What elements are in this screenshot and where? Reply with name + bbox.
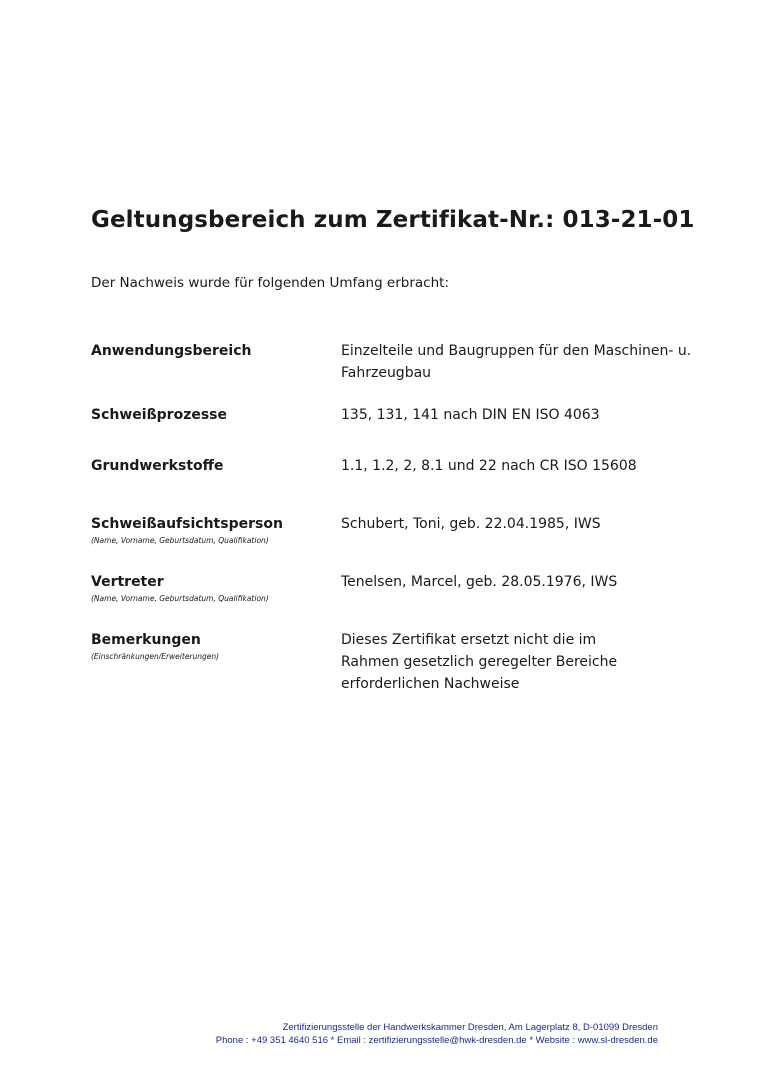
row-value-line: 1.1, 1.2, 2, 8.1 und 22 nach CR ISO 15608: [341, 458, 637, 474]
row-label: Bemerkungen: [91, 632, 201, 648]
row-value: [341, 455, 721, 477]
row-sublabel: (Name, Vorname, Geburtsdatum, Qualifikation): [91, 536, 269, 545]
row-value: [341, 340, 721, 384]
footer-contact: [216, 1021, 658, 1047]
row-value: [341, 404, 721, 426]
row-label: Grundwerkstoffe: [91, 458, 224, 474]
row-value-line: Fahrzeugbau: [341, 365, 432, 381]
page-title: Geltungsbereich zum Zertifikat-Nr.: 013-21-01: [91, 207, 695, 233]
row-value-line: erforderlichen Nachweise: [341, 676, 520, 692]
row-value: [341, 513, 721, 535]
row-value-line: Dieses Zertifikat ersetzt nicht die im: [341, 632, 597, 648]
footer-address: Zertifizierungsstelle der Handwerkskammer Dresden, Am Lagerplatz 8, D-01099 Dresden: [282, 1022, 658, 1033]
row-value-line: Einzelteile und Baugruppen für den Maschinen- u.: [341, 343, 692, 359]
row-label: Vertreter: [91, 574, 164, 590]
intro-text: Der Nachweis wurde für folgenden Umfang erbracht:: [91, 275, 450, 291]
row-value-line: Schubert, Toni, geb. 22.04.1985, IWS: [341, 516, 601, 532]
row-value-line: Rahmen gesetzlich geregelter Bereiche: [341, 654, 618, 670]
row-value: [341, 571, 721, 593]
row-label: Schweißaufsichtsperson: [91, 516, 283, 532]
row-value-line: Tenelsen, Marcel, geb. 28.05.1976, IWS: [341, 574, 618, 590]
row-sublabel: (Name, Vorname, Geburtsdatum, Qualifikation): [91, 594, 269, 603]
row-label: Schweißprozesse: [91, 407, 227, 423]
row-label: Anwendungsbereich: [91, 343, 252, 359]
row-value: [341, 629, 721, 695]
footer-contact-details: Phone : +49 351 4640 516 * Email : zertifizierungsstelle@hwk-dresden.de * Website : www.sl-dresden.de: [215, 1035, 658, 1046]
row-sublabel: (Einschränkungen/Erweiterungen): [91, 652, 220, 661]
row-value-line: 135, 131, 141 nach DIN EN ISO 4063: [341, 407, 600, 423]
